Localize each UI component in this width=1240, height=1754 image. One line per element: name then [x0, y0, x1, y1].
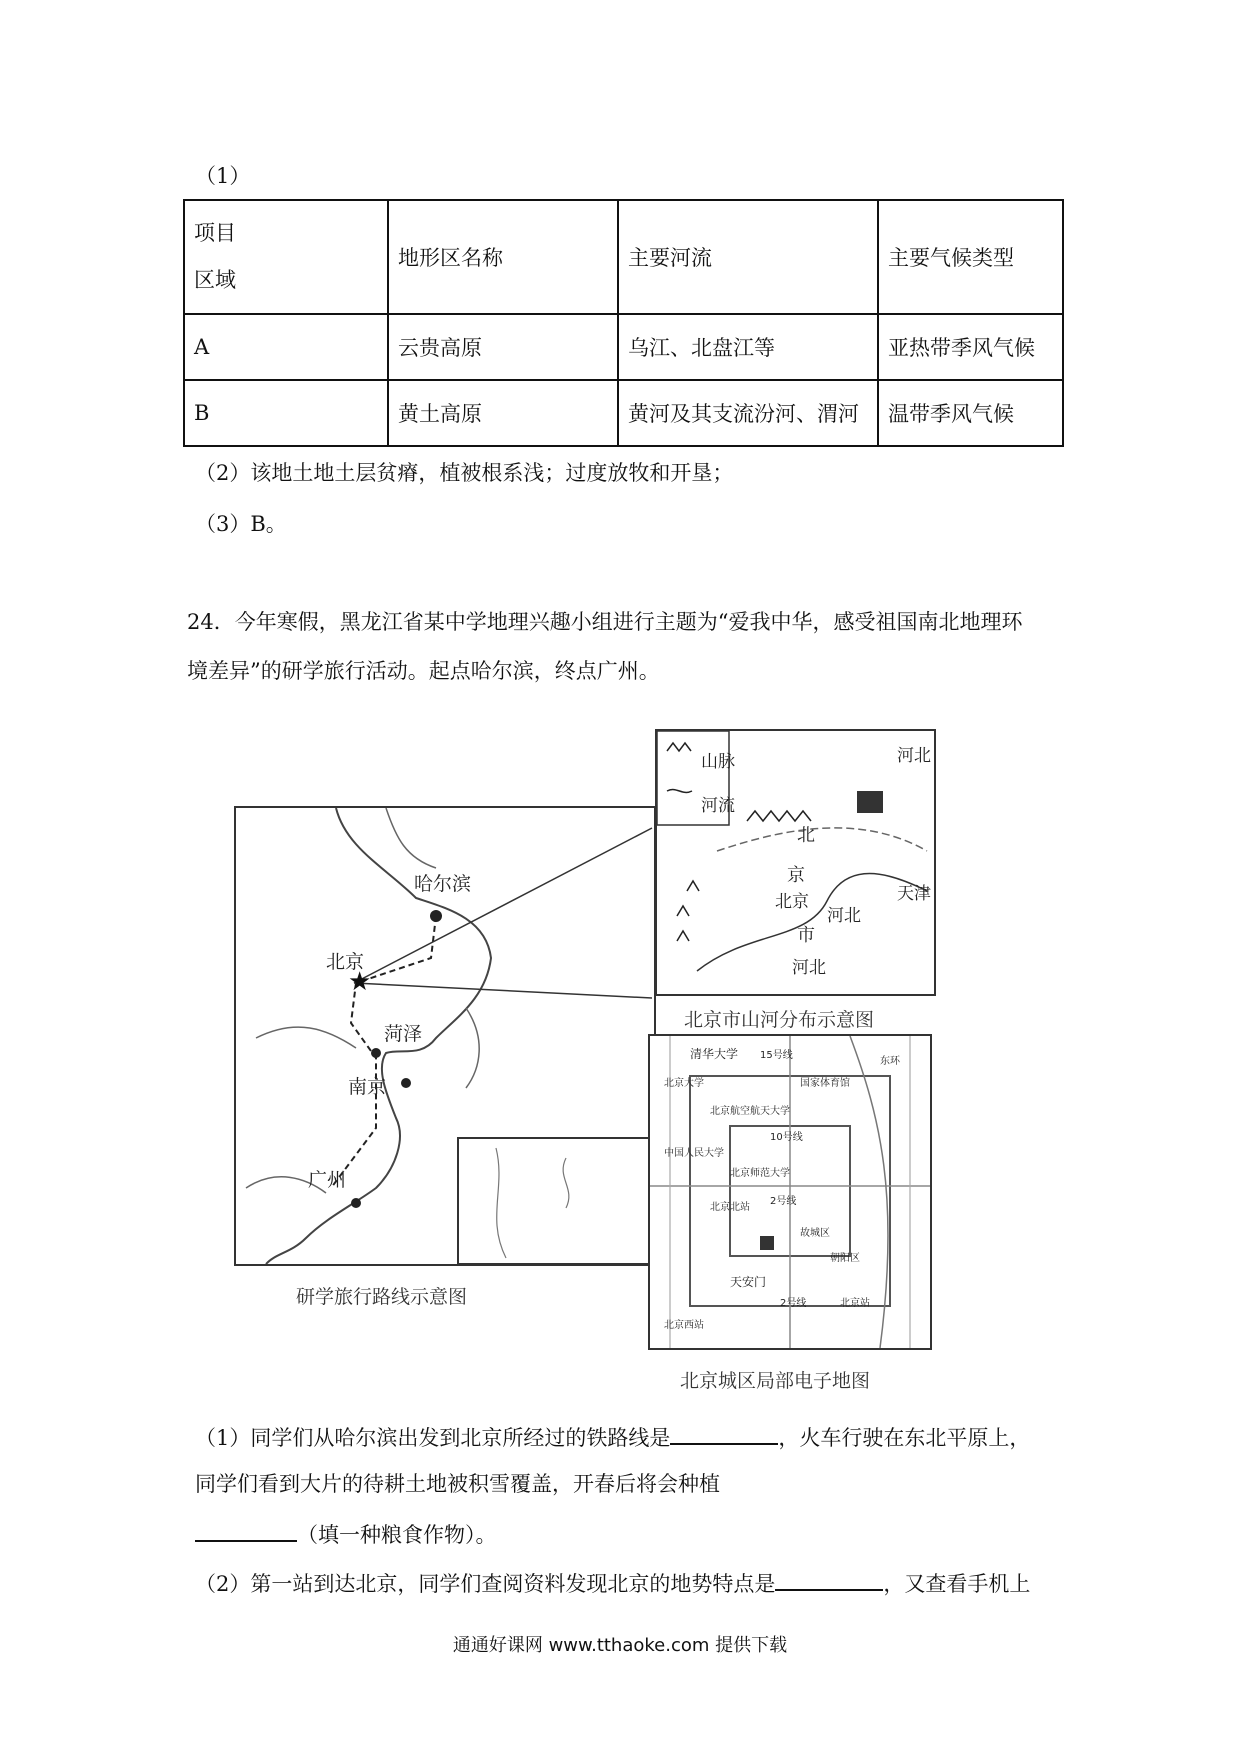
- label-east: 东环: [880, 1056, 900, 1067]
- label-pku: 北京大学: [664, 1078, 704, 1089]
- label-hebei: 河北: [827, 906, 861, 926]
- label-line2: 2号线: [770, 1196, 797, 1207]
- mountain-map: [655, 729, 936, 996]
- city-map-caption: 北京城区局部电子地图: [680, 1370, 871, 1392]
- label-bnu: 北京师范大学: [730, 1168, 790, 1179]
- header-corner-text: 项目 区域: [194, 221, 236, 292]
- legend-river: 河流: [701, 796, 735, 816]
- header-cell: 主要河流: [618, 200, 878, 314]
- city-label-nanjing: 南京: [348, 1076, 387, 1098]
- label-tianjin: 天津: [897, 884, 931, 904]
- label-bei: 北: [797, 825, 815, 846]
- question-24-1-line2: 同学们看到大片的待耕土地被积雪覆盖，开春后将会种植: [195, 1472, 720, 1496]
- legend-mountain: 山脉: [701, 752, 735, 772]
- city-map-drawing: [650, 1036, 930, 1348]
- question-text: （1）同学们从哈尔滨出发到北京所经过的铁路线是: [195, 1426, 671, 1450]
- label-shi: 市: [797, 925, 815, 946]
- city-label-harbin: 哈尔滨: [414, 873, 472, 895]
- page-footer: 通通好课网 www.tthaoke.com 提供下载: [452, 1635, 788, 1656]
- label-beijing-station: 北京站: [840, 1298, 870, 1309]
- label-beijing: 北京: [775, 892, 809, 912]
- answer-table: [183, 199, 1064, 447]
- label-tsinghua: 清华大学: [690, 1047, 739, 1061]
- mountain-map-drawing: [657, 731, 934, 994]
- question-text: ，又查看手机上: [883, 1572, 1031, 1596]
- question-24-2-line1: [195, 1567, 1030, 1599]
- label-hebei: 河北: [897, 746, 931, 766]
- table-row: [184, 314, 1063, 380]
- table-row: [184, 380, 1063, 446]
- question-text: （填一种粮食作物）。: [297, 1523, 497, 1547]
- city-label-heze: 菏泽: [384, 1023, 423, 1045]
- question-24-1-line3: [195, 1518, 497, 1550]
- table-cell: B: [184, 380, 388, 446]
- label-line15: 15号线: [760, 1050, 793, 1061]
- header-cell: 地形区名称: [388, 200, 618, 314]
- table-cell: A: [184, 314, 388, 380]
- table-cell: 黄河及其支流汾河、渭河: [618, 380, 878, 446]
- label-jing: 京: [787, 865, 805, 886]
- label-beijing-west: 北京西站: [664, 1320, 704, 1331]
- route-map-drawing: [236, 808, 654, 1264]
- table-cell: 云贵高原: [388, 314, 618, 380]
- question-text: （2）第一站到达北京，同学们查阅资料发现北京的地势特点是: [195, 1572, 776, 1596]
- city-label-guangzhou: 广州: [308, 1169, 347, 1191]
- label-tiananmen: 天安门: [730, 1275, 767, 1289]
- label-hebei: 河北: [792, 958, 826, 978]
- table-cell: 亚热带季风气候: [878, 314, 1063, 380]
- label-district: 故城区: [800, 1228, 830, 1239]
- city-map: [648, 1034, 932, 1350]
- mountain-map-caption: 北京市山河分布示意图: [684, 1009, 875, 1031]
- answer-blank[interactable]: [670, 1421, 778, 1445]
- answer-blank[interactable]: [195, 1518, 297, 1542]
- label-beijing-north: 北京北站: [710, 1202, 750, 1213]
- label-line10: 10号线: [770, 1132, 803, 1143]
- table-cell: 黄土高原: [388, 380, 618, 446]
- header-cell: 主要气候类型: [878, 200, 1063, 314]
- question-24-stem-line2: 境差异”的研学旅行活动。起点哈尔滨，终点广州。: [187, 659, 660, 683]
- part3-answer: （3）B。: [195, 512, 287, 536]
- question-text: ，火车行驶在东北平原上，: [778, 1426, 1031, 1450]
- table-cell: 乌江、北盘江等: [618, 314, 878, 380]
- header-cell-corner: [184, 200, 388, 314]
- label-buaa: 北京航空航天大学: [710, 1106, 790, 1117]
- label-ruc: 中国人民大学: [664, 1148, 724, 1159]
- label-stadium: 国家体育馆: [800, 1078, 850, 1089]
- route-map-caption: 研学旅行路线示意图: [296, 1286, 468, 1308]
- route-map: [234, 806, 656, 1266]
- label-line2b: 2号线: [780, 1298, 807, 1309]
- table-header-row: [184, 200, 1063, 314]
- label-chaoyang: 朝阳区: [830, 1253, 860, 1264]
- part2-answer: （2）该地土地土层贫瘠，植被根系浅；过度放牧和开垦；: [195, 461, 734, 485]
- table-cell: 温带季风气候: [878, 380, 1063, 446]
- question-24-1-line1: [195, 1421, 1030, 1453]
- question-24-stem-line1: 24．今年寒假，黑龙江省某中学地理兴趣小组进行主题为“爱我中华，感受祖国南北地理环: [187, 610, 1023, 634]
- part1-label: （1）: [195, 164, 251, 188]
- city-label-beijing: 北京: [326, 951, 365, 973]
- svg-text:★: ★: [348, 967, 372, 997]
- answer-blank[interactable]: [775, 1567, 883, 1591]
